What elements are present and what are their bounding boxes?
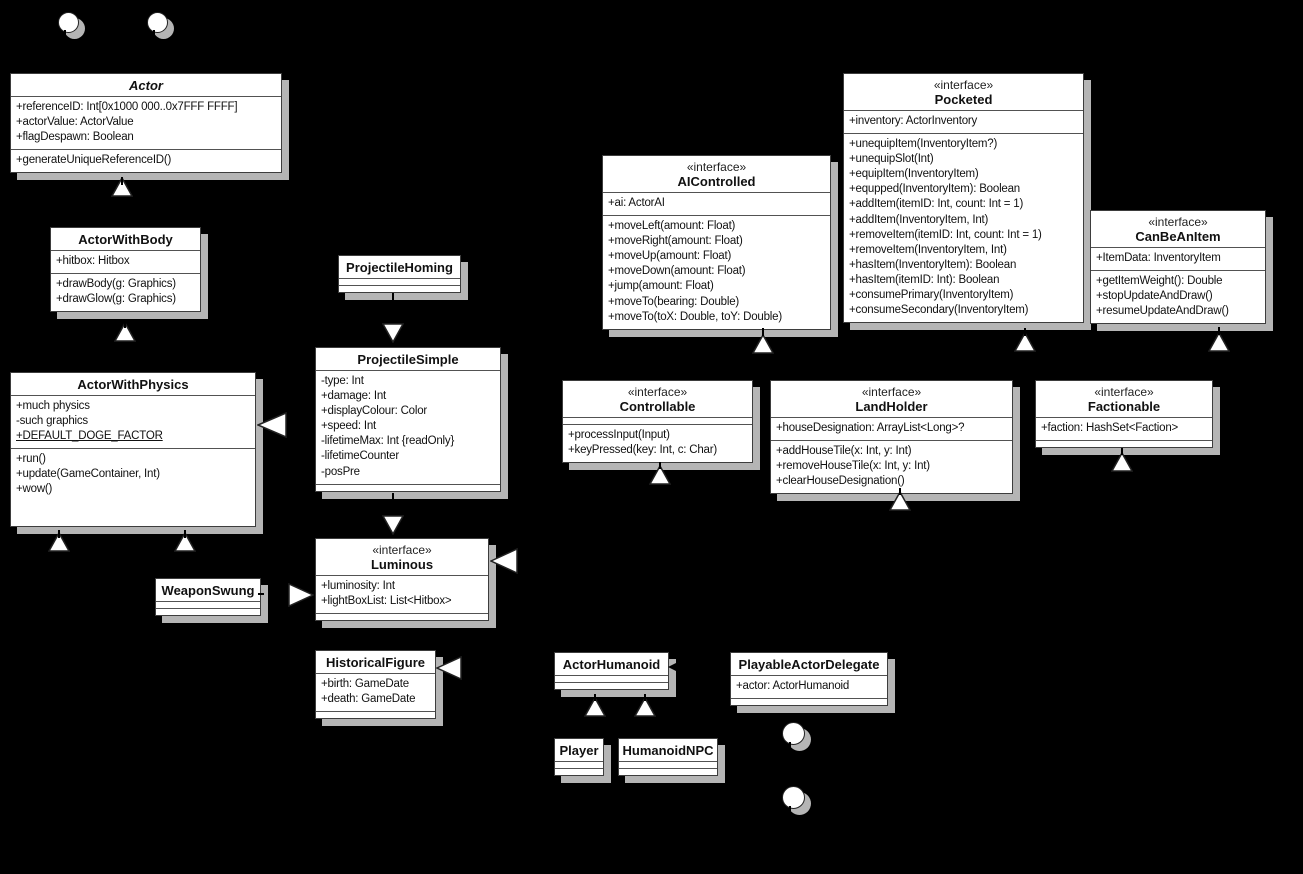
- class-projectileHoming[interactable]: [338, 255, 461, 293]
- class-title: [316, 539, 488, 575]
- class-title: [844, 74, 1083, 110]
- attributes-compartment: [731, 675, 887, 698]
- member-line: -lifetimeMax: Int {readOnly}: [321, 435, 455, 448]
- attributes-compartment: [11, 395, 255, 448]
- interface-name: Luminous: [370, 557, 434, 572]
- attributes-compartment: [316, 673, 435, 711]
- member-line: +moveUp(amount: Float): [608, 250, 732, 263]
- class-title: ProjectileHoming: [346, 260, 453, 275]
- member-line: +consumeSecondary(InventoryItem): [849, 304, 1029, 317]
- operations-compartment: [555, 682, 668, 689]
- member-line: +run(): [16, 453, 46, 466]
- connector-stub: [899, 488, 901, 495]
- member-line: +houseDesignation: ArrayList<Long>?: [776, 422, 965, 434]
- member-line: -type: Int: [321, 375, 364, 387]
- member-line: -lifetimeCounter: [321, 450, 399, 463]
- class-title: ProjectileSimple: [357, 352, 459, 367]
- generalization-arrowhead-icon[interactable]: [490, 548, 518, 574]
- operations-compartment: [156, 608, 260, 615]
- class-title: [771, 381, 1012, 417]
- attributes-compartment: [156, 601, 260, 608]
- class-title: [603, 156, 830, 192]
- lollipop-ball: [58, 12, 79, 33]
- class-title: [1091, 211, 1265, 247]
- stereotype-label: «interface»: [933, 78, 994, 92]
- attributes-compartment: [11, 96, 281, 149]
- class-projectileSimple[interactable]: [315, 347, 501, 492]
- class-player[interactable]: [554, 738, 604, 776]
- attributes-compartment: [844, 110, 1083, 133]
- class-title: Player: [559, 743, 599, 758]
- member-line: +birth: GameDate: [321, 678, 409, 690]
- connector-stub: [392, 493, 394, 501]
- stereotype-label: «interface»: [372, 543, 432, 557]
- member-line: +actor: ActorHumanoid: [736, 680, 850, 692]
- generalization-arrowhead-icon[interactable]: [752, 334, 774, 354]
- stereotype-label: «interface»: [1148, 215, 1208, 229]
- lollipop-ball: [147, 12, 168, 33]
- member-line: +moveTo(bearing: Double): [608, 295, 740, 308]
- interface-factionable[interactable]: [1035, 380, 1213, 448]
- member-line: +equipItem(InventoryItem): [849, 168, 979, 181]
- connector-stub: [644, 694, 646, 701]
- member-line: +drawGlow(g: Graphics): [56, 293, 176, 306]
- member-line: +stopUpdateAndDraw(): [1096, 290, 1213, 303]
- class-title: HumanoidNPC: [622, 743, 714, 758]
- member-line: +displayColour: Color: [321, 405, 428, 418]
- generalization-arrowhead-icon[interactable]: [382, 323, 404, 343]
- class-historicalFigure[interactable]: [315, 650, 436, 719]
- operations-compartment: [555, 768, 603, 775]
- attributes-compartment: [555, 761, 603, 768]
- lollipop-stem: [153, 30, 155, 43]
- interface-name: CanBeAnItem: [1135, 229, 1221, 244]
- interface-aiControlled[interactable]: [602, 155, 831, 330]
- attributes-compartment: [316, 575, 488, 613]
- member-line: +jump(amount: Float): [608, 280, 714, 293]
- class-actor[interactable]: [10, 73, 282, 173]
- attributes-compartment: [603, 192, 830, 215]
- generalization-arrowhead-icon[interactable]: [436, 656, 462, 680]
- operations-compartment: [11, 448, 255, 526]
- member-line: +luminosity: Int: [321, 580, 395, 592]
- class-playableActorDelegate[interactable]: [730, 652, 888, 706]
- connector-stub: [121, 177, 123, 185]
- member-line: +processInput(Input): [568, 429, 670, 441]
- generalization-arrowhead-icon[interactable]: [1111, 452, 1133, 472]
- operations-compartment: [619, 768, 717, 775]
- member-line: +much physics: [16, 400, 90, 412]
- member-line: +hasItem(itemID: Int): Boolean: [849, 273, 1000, 286]
- attributes-compartment: [771, 417, 1012, 440]
- class-title: ActorWithBody: [78, 232, 173, 247]
- connector-stub: [1121, 448, 1123, 455]
- interface-name: AIControlled: [677, 174, 756, 189]
- operations-compartment: [1091, 270, 1265, 323]
- member-line: +death: GameDate: [321, 693, 416, 706]
- member-line: +referenceID: Int[0x1000 000..0x7FFF FFFF]: [16, 101, 238, 113]
- stereotype-label: «interface»: [627, 385, 688, 399]
- lollipop-stem: [64, 30, 66, 43]
- member-line: +speed: Int: [321, 420, 377, 433]
- operations-compartment: [316, 711, 435, 718]
- class-humanoidNPC[interactable]: [618, 738, 718, 776]
- member-line: +drawBody(g: Graphics): [56, 278, 176, 291]
- operations-compartment: [731, 698, 887, 705]
- connector-stub: [392, 293, 394, 301]
- member-line: +moveRight(amount: Float): [608, 235, 743, 248]
- operations-compartment: [51, 273, 200, 311]
- member-line: +lightBoxList: List<Hitbox>: [321, 595, 452, 608]
- connector-stub: [1218, 327, 1220, 335]
- connector-stub: [659, 462, 661, 469]
- member-line: +addItem(InventoryItem, Int): [849, 213, 989, 226]
- operations-compartment: [603, 215, 830, 329]
- operations-compartment: [1036, 440, 1212, 447]
- realization-arrowhead-icon[interactable]: [288, 583, 314, 607]
- stereotype-label: «interface»: [1094, 385, 1154, 399]
- class-title: Actor: [129, 78, 163, 93]
- interface-name: Controllable: [619, 399, 696, 414]
- attributes-compartment: [316, 370, 500, 484]
- connector-stub: [184, 530, 186, 538]
- connector-stub: [1024, 328, 1026, 336]
- interface-landHolder[interactable]: [770, 380, 1013, 494]
- member-line: +damage: Int: [321, 390, 387, 403]
- class-actorWithPhysics[interactable]: [10, 372, 256, 527]
- class-title: ActorHumanoid: [562, 657, 661, 672]
- member-line: +resumeUpdateAndDraw(): [1096, 305, 1229, 318]
- member-line: +keyPressed(key: Int, c: Char): [568, 444, 717, 457]
- operations-compartment: [339, 285, 460, 292]
- member-line: +DEFAULT_DOGE_FACTOR: [16, 430, 163, 443]
- operations-compartment: [316, 613, 488, 620]
- member-line: +flagDespawn: Boolean: [16, 131, 134, 144]
- connector-stub: [762, 328, 764, 336]
- interface-luminous[interactable]: [315, 538, 489, 621]
- operations-compartment: [316, 484, 500, 491]
- lollipop-ball: [782, 722, 805, 745]
- class-title: [563, 381, 752, 417]
- member-line: +addItem(itemID: Int, count: Int = 1): [849, 198, 1024, 211]
- member-line: +moveLeft(amount: Float): [608, 220, 736, 233]
- lollipop-stem: [789, 806, 791, 813]
- class-title: PlayableActorDelegate: [738, 657, 880, 672]
- interface-canBeAnItem[interactable]: [1090, 210, 1266, 324]
- class-actorHumanoid[interactable]: [554, 652, 669, 690]
- interface-lollipop-icon[interactable]: [782, 722, 805, 745]
- attributes-compartment: [339, 278, 460, 285]
- member-line: +addHouseTile(x: Int, y: Int): [776, 445, 912, 458]
- member-line: +moveDown(amount: Float): [608, 265, 746, 278]
- class-weaponSwung[interactable]: [155, 578, 261, 616]
- member-line: +removeHouseTile(x: Int, y: Int): [776, 460, 930, 473]
- operations-compartment: [11, 149, 281, 172]
- member-line: +generateUniqueReferenceID(): [16, 154, 172, 167]
- lollipop-stem: [789, 742, 791, 749]
- connector-stub: [124, 320, 126, 328]
- lollipop-ball: [782, 786, 805, 809]
- member-line: -posPre: [321, 465, 360, 478]
- member-line: +actorValue: ActorValue: [16, 116, 134, 129]
- dashed-line-segment: [269, 593, 274, 595]
- member-line: +hitbox: Hitbox: [56, 255, 130, 267]
- attributes-compartment: [51, 250, 200, 273]
- class-actorWithBody[interactable]: [50, 227, 201, 312]
- attributes-compartment: [619, 761, 717, 768]
- stereotype-label: «interface»: [861, 385, 922, 399]
- member-line: +unequipItem(InventoryItem?): [849, 138, 998, 151]
- member-line: +removeItem(InventoryItem, Int): [849, 243, 1007, 256]
- member-line: +getItemWeight(): Double: [1096, 275, 1223, 288]
- generalization-arrowhead-icon[interactable]: [1208, 332, 1230, 352]
- member-line: -such graphics: [16, 415, 88, 428]
- attributes-compartment: [555, 675, 668, 682]
- member-line: +faction: HashSet<Faction>: [1041, 422, 1179, 434]
- member-line: +ai: ActorAI: [608, 197, 665, 209]
- member-line: +removeItem(itemID: Int, count: Int = 1): [849, 228, 1042, 241]
- generalization-arrowhead-icon[interactable]: [382, 515, 404, 535]
- member-line: +equpped(InventoryItem): Boolean: [849, 183, 1021, 196]
- interface-lollipop-icon[interactable]: [782, 786, 805, 809]
- attributes-compartment: [1091, 247, 1265, 270]
- member-line: +hasItem(InventoryItem): Boolean: [849, 258, 1017, 271]
- attributes-compartment: [1036, 417, 1212, 440]
- class-title: [1036, 381, 1212, 417]
- member-line: +inventory: ActorInventory: [849, 115, 978, 127]
- interface-pocketed[interactable]: [843, 73, 1084, 323]
- operations-compartment: [844, 133, 1083, 322]
- class-title: HistoricalFigure: [326, 655, 425, 670]
- operations-compartment: [771, 440, 1012, 493]
- class-title: ActorWithPhysics: [77, 377, 189, 392]
- member-line: +consumePrimary(InventoryItem): [849, 289, 1014, 302]
- connector-stub: [58, 530, 60, 538]
- member-line: +moveTo(toX: Double, toY: Double): [608, 310, 782, 323]
- association-arrowhead-icon[interactable]: [668, 660, 682, 674]
- interface-name: Factionable: [1087, 399, 1161, 414]
- interface-controllable[interactable]: [562, 380, 753, 463]
- member-line: +wow(): [16, 483, 53, 496]
- interface-lollipop-icon[interactable]: [58, 12, 79, 33]
- dashed-line-segment: [258, 593, 264, 595]
- interface-lollipop-icon[interactable]: [147, 12, 168, 33]
- interface-name: LandHolder: [855, 399, 928, 414]
- interface-name: Pocketed: [934, 92, 993, 107]
- attributes-compartment: [563, 417, 752, 424]
- member-line: +unequipSlot(Int): [849, 153, 934, 166]
- operations-compartment: [563, 424, 752, 462]
- generalization-arrowhead-icon[interactable]: [257, 412, 287, 438]
- member-line: +ItemData: InventoryItem: [1096, 252, 1221, 264]
- stereotype-label: «interface»: [686, 160, 747, 174]
- class-title: WeaponSwung: [161, 583, 255, 598]
- connector-stub: [594, 694, 596, 701]
- member-line: +clearHouseDesignation(): [776, 475, 905, 488]
- member-line: +update(GameContainer, Int): [16, 468, 160, 481]
